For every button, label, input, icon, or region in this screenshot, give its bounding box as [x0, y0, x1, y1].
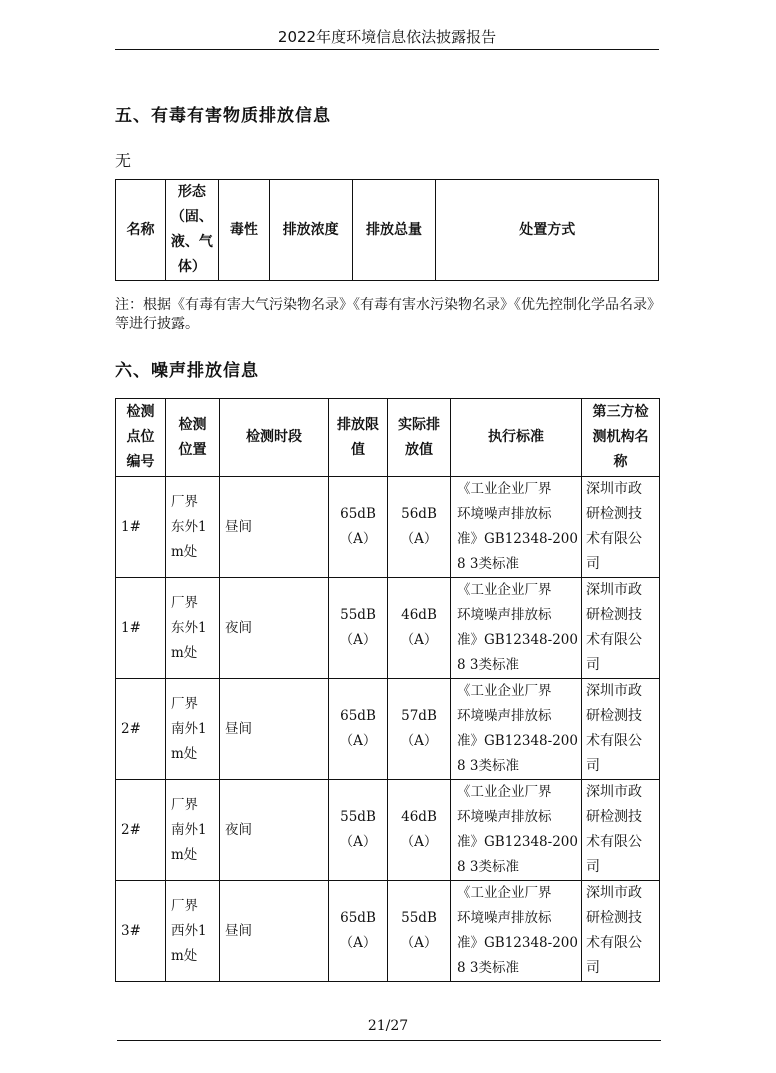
column-header: 检测 位置 [166, 399, 220, 477]
location-cell: 厂界 东外1 m处 [166, 477, 220, 578]
column-header: 实际排 放值 [388, 399, 451, 477]
toxic-note: 注：根据《有毒有害大气污染物名录》《有毒有害水污染物名录》《优先控制化学品名录》等进行披露。 [115, 297, 661, 332]
column-header: 第三方检 测机构名 称 [582, 399, 660, 477]
limit-cell: 65dB （A） [329, 881, 388, 982]
column-header: 毒性 [218, 180, 269, 281]
actual-cell: 46dB （A） [388, 780, 451, 881]
footer-divider [117, 1040, 661, 1041]
period-cell: 昼间 [220, 679, 329, 780]
actual-cell: 56dB （A） [388, 477, 451, 578]
standard-cell: 《工业企业厂界 环境噪声排放标 准》GB12348-200 8 3类标准 [451, 578, 582, 679]
column-header: 执行标准 [451, 399, 582, 477]
table-header-row [116, 399, 660, 477]
actual-cell: 55dB （A） [388, 881, 451, 982]
limit-cell: 65dB （A） [329, 477, 388, 578]
section-heading-toxic: 五、有毒有害物质排放信息 [115, 106, 331, 126]
period-cell: 昼间 [220, 477, 329, 578]
agency-cell: 深圳市政 研检测技 术有限公 司 [582, 578, 660, 679]
column-header: 排放浓度 [269, 180, 352, 281]
point-cell: 2# [116, 780, 166, 881]
limit-cell: 55dB （A） [329, 780, 388, 881]
table-header-row [116, 180, 659, 281]
actual-cell: 46dB （A） [388, 578, 451, 679]
standard-cell: 《工业企业厂界 环境噪声排放标 准》GB12348-200 8 3类标准 [451, 477, 582, 578]
actual-cell: 57dB （A） [388, 679, 451, 780]
agency-cell: 深圳市政 研检测技 术有限公 司 [582, 780, 660, 881]
period-cell: 夜间 [220, 578, 329, 679]
column-header: 排放总量 [352, 180, 436, 281]
point-cell: 3# [116, 881, 166, 982]
toxic-substances-table [115, 179, 659, 281]
document-header-title: 2022年度环境信息依法披露报告 [277, 28, 497, 46]
point-cell: 2# [116, 679, 166, 780]
column-header: 检测时段 [220, 399, 329, 477]
period-cell: 昼间 [220, 881, 329, 982]
agency-cell: 深圳市政 研检测技 术有限公 司 [582, 477, 660, 578]
standard-cell: 《工业企业厂界 环境噪声排放标 准》GB12348-200 8 3类标准 [451, 679, 582, 780]
limit-cell: 55dB （A） [329, 578, 388, 679]
location-cell: 厂界 南外1 m处 [166, 679, 220, 780]
point-cell: 1# [116, 477, 166, 578]
standard-cell: 《工业企业厂界 环境噪声排放标 准》GB12348-200 8 3类标准 [451, 881, 582, 982]
period-cell: 夜间 [220, 780, 329, 881]
location-cell: 厂界 西外1 m处 [166, 881, 220, 982]
noise-emission-table [115, 398, 660, 982]
toxic-none-text: 无 [115, 151, 132, 170]
table-row [116, 679, 660, 780]
column-header: 排放限 值 [329, 399, 388, 477]
standard-cell: 《工业企业厂界 环境噪声排放标 准》GB12348-200 8 3类标准 [451, 780, 582, 881]
column-header: 名称 [116, 180, 166, 281]
location-cell: 厂界 南外1 m处 [166, 780, 220, 881]
section-heading-noise: 六、噪声排放信息 [115, 361, 259, 381]
header-divider [115, 49, 659, 50]
agency-cell: 深圳市政 研检测技 术有限公 司 [582, 679, 660, 780]
agency-cell: 深圳市政 研检测技 术有限公 司 [582, 881, 660, 982]
column-header: 检测 点位 编号 [116, 399, 166, 477]
limit-cell: 65dB （A） [329, 679, 388, 780]
table-row [116, 477, 660, 578]
page-number: 21/27 [367, 1018, 409, 1034]
point-cell: 1# [116, 578, 166, 679]
column-header: 处置方式 [436, 180, 659, 281]
table-row [116, 881, 660, 982]
table-row [116, 578, 660, 679]
column-header: 形态 （固、 液、气 体） [165, 180, 218, 281]
table-row [116, 780, 660, 881]
location-cell: 厂界 东外1 m处 [166, 578, 220, 679]
